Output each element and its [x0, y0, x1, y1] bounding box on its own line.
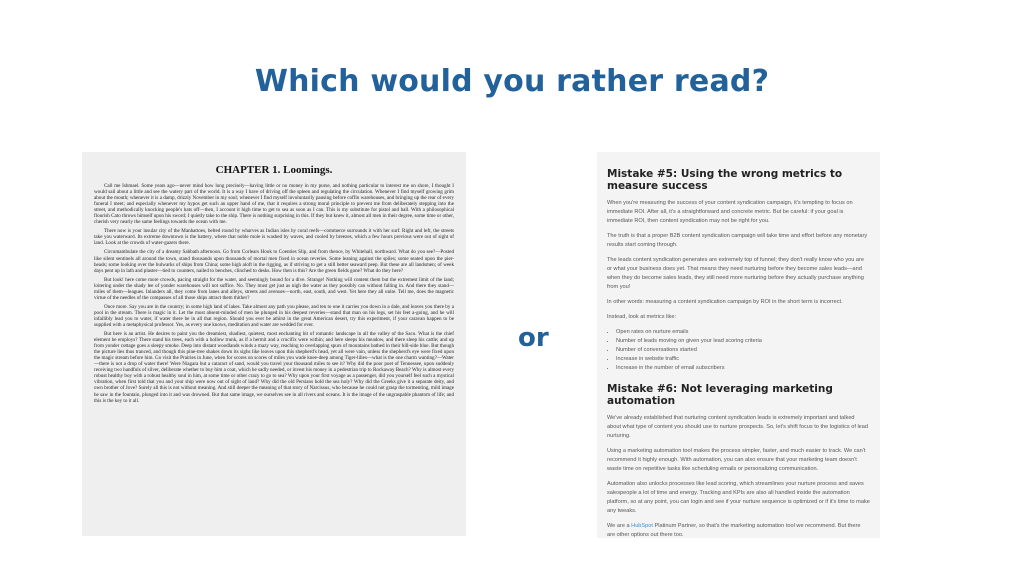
chapter-title: CHAPTER 1. Loomings.	[215, 164, 333, 176]
book-paragraph: Call me Ishmael. Some years ago—never mind how long precisely—having little or no money in my purse, and nothing particular to interest me on shore, I thought I would sail about a little and see the watery part of the world. It is a way I have of driving off the spleen and regulating the circulation. Whenever I find myself growing grim about the mouth; whenever it is a damp, drizzly November in my soul; whenever I find myself involuntarily pausing before coffin warehouses, and bringing up the rear of every funeral I meet; and especially whenever my hypos get such an upper hand of me, that it requires a strong moral principle to prevent me from deliberately stepping into the street, and methodically knocking people's hats off—then, I account it high time to get to sea as soon as I can. This is my substitute for pistol and ball. With a philosophical flourish Cato throws himself upon his sword; I quietly take to the ship. There is nothing surprising in this. If they but knew it, almost all men in their degree, some time or other, cherish very nearly the same feelings towards the ocean with me.	[94, 183, 454, 226]
article-paragraph: When you're measuring the success of your content syndication campaign, it's tempting to focus on immediate ROI. After all, it's a straightforward and concrete metric. But be careful: if your goal is immediate ROI, then content syndication may not be right for you.	[607, 200, 853, 224]
article-paragraph: Instead, look at metrics like:	[607, 314, 677, 320]
article-paragraph	[607, 522, 870, 538]
list-item: • Open rates on nurture emails	[616, 328, 870, 337]
list-item: • Number of conversations started	[616, 346, 870, 355]
or-separator: or	[518, 323, 549, 353]
book-paragraph: There now is your insular city of the Manhattoes, belted round by wharves as Indian isles by coral reefs—commerce surrounds it with her surf. Right and left, the streets take you waterward. Its extreme downtown is the battery, where that noble mole is washed by waves, and cooled by breezes, which a few hours previous were out of sight of land. Look at the crowds of water-gazers there.	[94, 228, 454, 247]
blog-article	[597, 152, 880, 538]
book-paragraph: But look! here come more crowds, pacing straight for the water, and seemingly bound for a dive. Strange! Nothing will content them but the extremest limit of the land; loitering under the shady lee of yonder warehouses will not suffice. No. They must get just as nigh the water as they possibly can without falling in. And there they stand—miles of them—leagues. Inlanders all, they come from lanes and alleys, streets and avenues—north, east, south, and west. Yet here they all unite. Tell me, does the magnetic virtue of the needles of the compasses of all those ships attract them thither?	[94, 276, 454, 301]
paragraph-text: We are a	[607, 523, 632, 529]
article-paragraph: Automation also unlocks processes like lead scoring, which streamlines your nurture process and saves salespeople a lot of time and energy. Tracking and KPIs are also all handled inside the automation platform, so at any point, you can login and see if your nurture sequence is optimized or if it's time to make any tweaks.	[607, 481, 870, 514]
paragraph-text: Platinum Partner, so that's the marketing automation tool we recommend. But there are other options out there too.	[607, 523, 861, 538]
book-paragraph: Once more. Say you are in the country; in some high land of lakes. Take almost any path you please, and ten to one it carries you down in a dale, and leaves you there by a pool in the stream. There is magic in it. Let the most absent-minded of men be plunged in his deepest reveries—stand that man on his legs, set his feet a-going, and he will infallibly lead you to water, if water there be in all that region. Should you ever be athirst in the great American desert, try this experiment, if your caravan happen to be supplied with a metaphysical professor. Yes, as every one knows, meditation and water are wedded for ever.	[94, 303, 454, 328]
list-item: • Increase in website traffic	[616, 355, 870, 364]
book-paragraph: But here is an artist. He desires to paint you the dreamiest, shadiest, quietest, most enchanting bit of romantic landscape in all the valley of the Saco. What is the chief element he employs? There stand his trees, each with a hollow trunk, as if a hermit and a crucifix were within; and here sleeps his meadow, and there sleep his cattle; and up from yonder cottage goes a sleepy smoke. Deep into distant woodlands winds a mazy way, reaching to overlapping spurs of mountains bathed in their hill-side blue. But though the picture lies thus tranced, and though this pine-tree shakes down its sighs like leaves upon this shepherd's head, yet all were vain, unless the shepherd's eye were fixed upon the magic stream before him. Go visit the Prairies in June, when for scores on scores of miles you wade knee-deep among Tiger-lilies—what is the one charm wanting?—Water—there is not a drop of water there! Were Niagara but a cataract of sand, would you travel your thousand miles to see it? Why did the poor poet of Tennessee, upon suddenly receiving two handfuls of silver, deliberate whether to buy him a coat, which he sadly needed, or invest his money in a pedestrian trip to Rockaway Beach? Why is almost every robust healthy boy with a robust healthy soul in him, at some time or other crazy to go to sea? Why upon your first voyage as a passenger, did you yourself feel such a mystical vibration, when first told that you and your ship were now out of sight of land? Why did the old Persians hold the sea holy? Why did the Greeks give it a separate deity, and own brother of Jove? Surely all this is not without meaning. And still deeper the meaning of that story of Narcissus, who because he could not grasp the tormenting, mild image he saw in the fountain, plunged into it and was drowned. But that same image, we ourselves see in all rivers and oceans. It is the image of the ungraspable phantom of life; and this is the key to it all.	[94, 331, 454, 404]
article-paragraph: We've already established that nurturing content syndication leads is extremely important and talked about what type of content you should use to nurture prospects. So, let's shift focus to the logistics of lead nurturing.	[607, 415, 869, 439]
article-paragraph: Using a marketing automation tool makes the process simpler, faster, and much easier to track. We can't recommend it highly enough. With automation, you can also ensure that your marketing team doesn't waste time on repetitive tasks like scheduling emails or personalizing communication.	[607, 448, 866, 472]
page-title: Which would you rather read?	[254, 64, 770, 99]
article-paragraph: The truth is that a proper B2B content syndication campaign will take time and effort before any monetary results start coming through.	[607, 233, 868, 248]
book-paragraph: Circumambulate the city of a dreamy Sabbath afternoon. Go from Corlears Hook to Coenties Slip, and from thence, by Whitehall, northward. What do you see?—Posted like silent sentinels all around the town, stand thousands upon thousands of mortal men fixed in ocean reveries. Some leaning against the spiles; some seated upon the pier-heads; some looking over the bulwarks of ships from China; some high aloft in the rigging, as if striving to get a still better seaward peep. But these are all landsmen; of week days pent up in lath and plaster—tied to counters, nailed to benches, clinched to desks. How then is this? Are the green fields gone? What do they here?	[94, 249, 454, 274]
metrics-list	[607, 328, 870, 373]
article-heading: Mistake #6: Not leveraging marketing automation	[607, 383, 833, 407]
article-heading: Mistake #5: Using the wrong metrics to measure success	[607, 168, 843, 192]
book-page	[82, 152, 466, 536]
hubspot-link[interactable]: HubSpot	[631, 523, 653, 529]
article-paragraph: The leads content syndication generates are extremely top of funnel; they don't really know who you are or what your business does yet. That means they need nurturing before they become sales leads—and when they do become sales leads, they still need more nurturing before they actually purchase anything from you!	[607, 257, 864, 290]
list-item: • Increase in the number of email subscribers	[616, 364, 870, 373]
article-paragraph: In other words: measuring a content syndication campaign by ROI in the short term is incorrect.	[607, 299, 843, 305]
list-item: • Number of leads moving on given your lead scoring criteria	[616, 337, 870, 346]
